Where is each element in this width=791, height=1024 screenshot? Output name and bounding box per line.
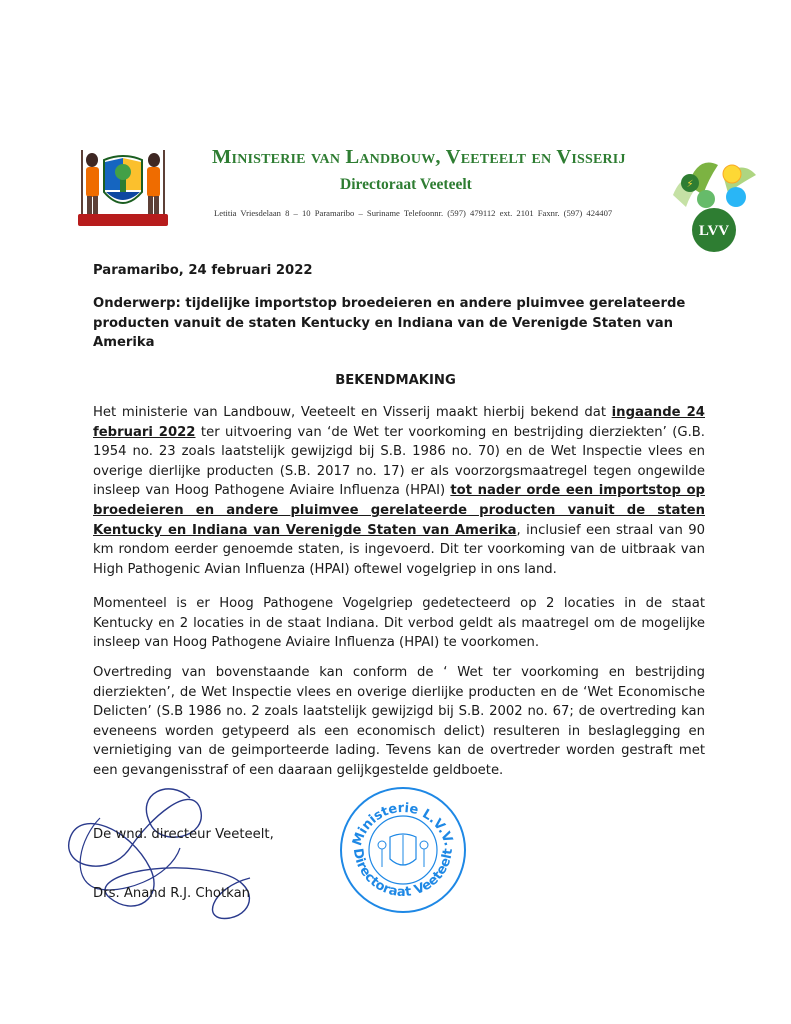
paragraph-1-part-2: ter uitvoering van ‘de Wet ter voorkoming en bestrijding dierziekten’ (G.B. 1954 no. 23 zoals laatstelijk gewijzigd bij S.B. 1986 no. 70) en de Wet Inspectie vlees en overige dierlijke producten (S.B. 2017 no. 17) er als voorzorgsmaatregel tegen ongewilde insleep van Hoog Pathogene Aviaire Influenza (HPAI) xyxy=(93,424,706,499)
svg-text:⚡: ⚡ xyxy=(686,179,694,190)
notice-heading: BEKENDMAKING xyxy=(335,373,456,388)
paragraph-1 xyxy=(93,403,705,579)
paragraph-1-emphasis-date: ingaande 24 februari 2022 xyxy=(93,405,705,440)
paragraph-2: Momenteel is er Hoog Pathogene Vogelgriep gedetecteerd op 2 locaties in de staat Kentucky en 2 locaties in de staat Indiana. Dit verbod geldt als maatregel om de mogelijke insleep van Hoog Pathogene Aviaire Influenza (HPAI) te voorkomen. xyxy=(93,596,705,651)
paragraph-1-part-3: , inclusief een straal van 90 km rondom eerder genoemde staten, is ingevoerd. Dit ter voorkoming van de uitbraak van High Pathogenic Avian Influenza (HPAI) oftewel vogelgriep in ons land. xyxy=(93,522,705,577)
ministry-name: Ministerie van Landbouw, Veeteelt en Visserij xyxy=(212,146,626,168)
paragraph-3: Overtreding van bovenstaande kan conform de ‘ Wet ter voorkoming en bestrijding dierziekten’, de Wet Inspectie vlees en overige dierlijke producten en de ‘Wet Economische Delicten’ (S.B 1986 no. 2 zoals laatstelijk gewijzigd bij S.B. 2002 no. 67; de overtreding kan eveneens worden getypeerd als een economisch delict) resulteren in beslaglegging en vernietiging van de geimporteerde lading. Tevens kan de overtreder worden gestraft met een gevangenisstraf of een daaraan gelijkgestelde geldboete. xyxy=(93,665,705,778)
letterhead-address: Letitia Vriesdelaan 8 – 10 Paramaribo – Suriname Telefoonnr. (597) 479112 ext. 2101 Faxnr. (597) 424407 xyxy=(214,208,613,218)
lvv-logo xyxy=(668,155,760,255)
stamp-top-text: Ministerie L.V.V. xyxy=(349,800,456,848)
stamp-bottom-text: Directoraat Veeteelt xyxy=(349,847,457,901)
document-date: Paramaribo, 24 februari 2022 xyxy=(93,263,313,278)
paragraph-1-emphasis-importstop: tot nader orde een importstop op broedeieren en andere pluimvee gerelateerde producten vanuit de staten Kentucky en Indiana van Verenigde Staten van Amerika xyxy=(93,483,705,538)
paragraph-1-part-1: Het ministerie van Landbouw, Veeteelt en Visserij maakt hierbij bekend dat xyxy=(93,405,612,420)
subject-line: Onderwerp: tijdelijke importstop broedeieren en andere pluimvee gerelateerde producten vanuit de staten Kentucky en Indiana van de Verenigde Staten van Amerika xyxy=(93,296,686,351)
official-stamp xyxy=(338,785,468,915)
signatory-name: Drs. Anand R.J. Chotkan xyxy=(93,886,251,901)
coat-of-arms-emblem xyxy=(78,148,168,228)
lvv-logo-text: LVV xyxy=(698,223,730,239)
directorate-name: Directoraat Veeteelt xyxy=(340,176,472,193)
signatory-role: De wnd. directeur Veeteelt, xyxy=(93,827,274,842)
handwritten-signature xyxy=(40,778,290,928)
